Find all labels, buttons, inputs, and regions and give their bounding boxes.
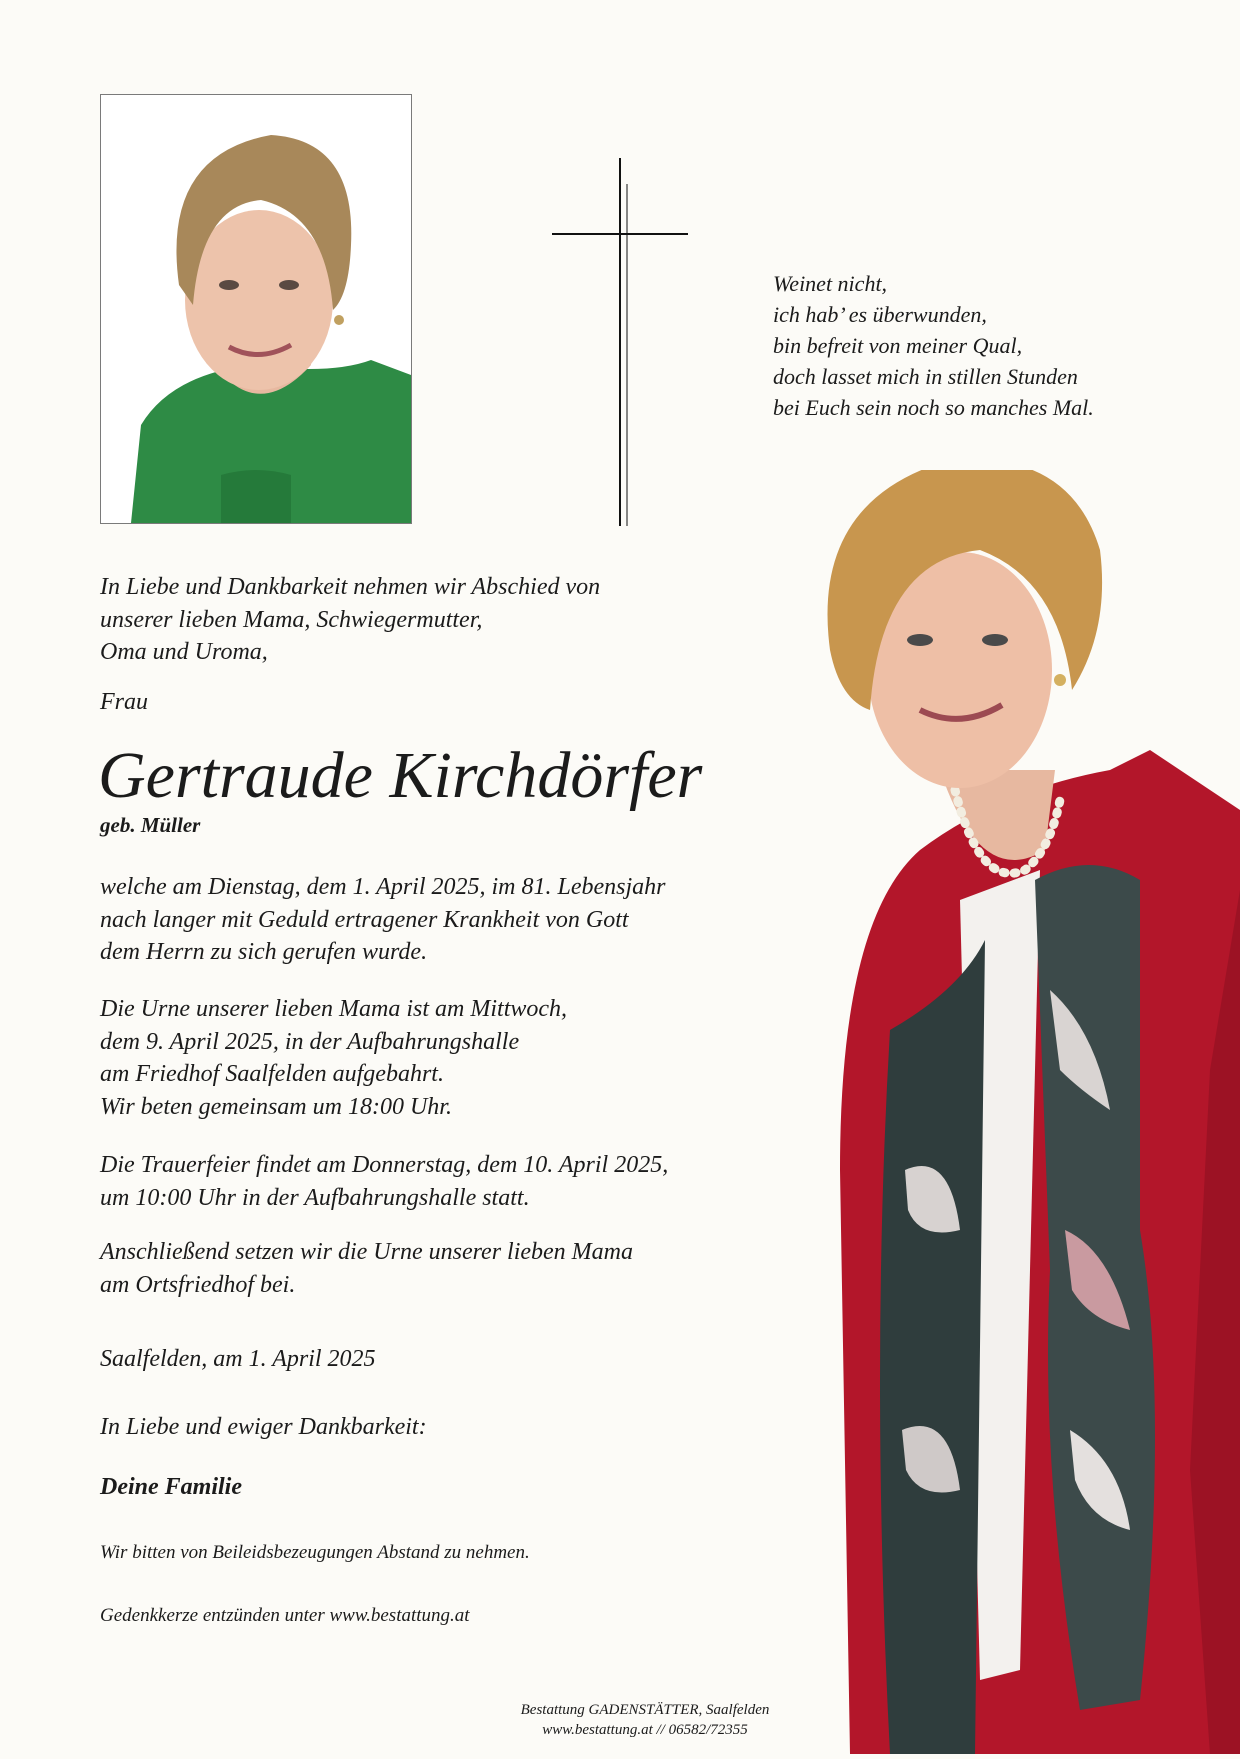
place-date: Saalfelden, am 1. April 2025 [100, 1346, 376, 1372]
poem-line: ich hab’ es überwunden, [773, 302, 987, 327]
intro-line: unserer lieben Mama, Schwiegermutter, [100, 606, 483, 633]
candle-note: Gedenkkerze entzünden unter www.bestattung.at [100, 1605, 470, 1626]
poem-line: Weinet nicht, [773, 271, 888, 296]
footer-line: Bestattung GADENSTÄTTER, Saalfelden [520, 1702, 770, 1718]
urn-paragraph [100, 993, 567, 1123]
urn-line: Die Urne unserer lieben Mama ist am Mittwoch, [100, 996, 568, 1022]
death-line: welche am Dienstag, dem 1. April 2025, im 81. Lebensjahr [100, 874, 666, 900]
salutation: Frau [100, 689, 148, 715]
funeral-home-footer [440, 1700, 850, 1740]
condolences-note: Wir bitten von Beileidsbezeugungen Abstand zu nehmen. [100, 1542, 530, 1563]
urn-line: am Friedhof Saalfelden aufgebahrt. [100, 1061, 444, 1087]
intro-line: In Liebe und Dankbarkeit nehmen wir Abschied von [100, 574, 601, 600]
closing-line: In Liebe und ewiger Dankbarkeit: [100, 1414, 427, 1440]
deceased-name: Gertraude Kirchdörfer [98, 739, 703, 812]
intro-paragraph [100, 571, 600, 669]
ceremony-line: um 10:00 Uhr in der Aufbahrungshalle statt. [100, 1184, 530, 1211]
poem-line: bei Euch sein noch so manches Mal. [773, 395, 1094, 420]
birth-name: geb. Müller [100, 813, 201, 837]
family-signature: Deine Familie [100, 1474, 242, 1500]
portrait-photo-large [810, 470, 1240, 1754]
burial-line: Anschließend setzen wir die Urne unserer lieben Mama [100, 1239, 634, 1265]
portrait-illustration-small [101, 95, 411, 523]
death-line: nach langer mit Geduld ertragener Krankheit von Gott [100, 906, 629, 933]
burial-paragraph [100, 1236, 633, 1301]
poem [773, 268, 1094, 423]
death-line: dem Herrn zu sich gerufen wurde. [100, 939, 428, 965]
urn-line: Wir beten gemeinsam um 18:00 Uhr. [100, 1093, 452, 1120]
burial-line: am Ortsfriedhof bei. [100, 1271, 296, 1298]
urn-line: dem 9. April 2025, in der Aufbahrungshalle [100, 1028, 520, 1055]
ceremony-line: Die Trauerfeier findet am Donnerstag, dem 10. April 2025, [100, 1152, 669, 1178]
intro-line: Oma und Uroma, [100, 639, 268, 665]
ceremony-paragraph [100, 1149, 668, 1214]
poem-line: bin befreit von meiner Qual, [773, 333, 1023, 358]
death-paragraph [100, 871, 666, 969]
poem-line: doch lasset mich in stillen Stunden [773, 364, 1078, 389]
portrait-photo-small [100, 94, 412, 524]
portrait-illustration-large [810, 470, 1240, 1754]
footer-line: www.bestattung.at // 06582/72355 [542, 1722, 748, 1738]
cross-icon [552, 158, 688, 526]
